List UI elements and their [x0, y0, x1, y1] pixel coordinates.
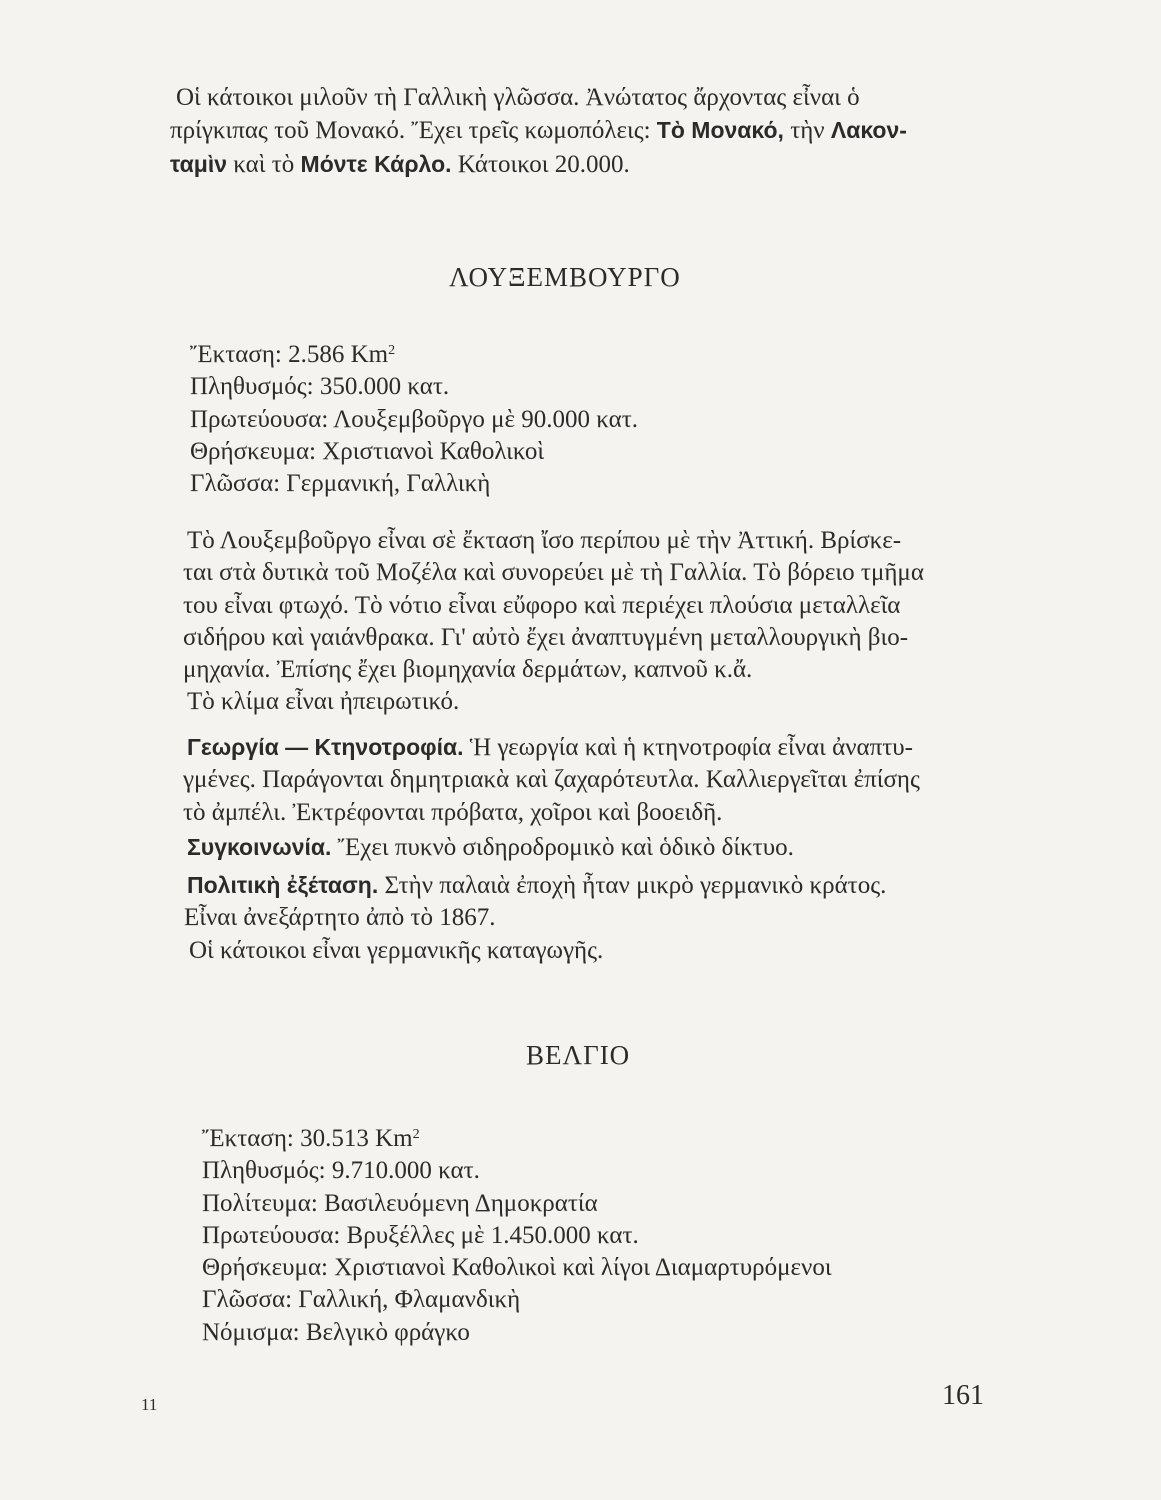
- luxembourg-area: Ἔκταση: 2.586 Km$^2$: [190, 341, 396, 368]
- description-line: μηχανία. Ἐπίσης ἔχει βιομηχανία δερμάτων, καπνοῦ κ.ἄ.: [183, 656, 753, 684]
- belgium-facts: [202, 1123, 832, 1349]
- belgium-population: Πληθυσμός: 9.710.000 κατ.: [202, 1157, 480, 1185]
- belgium-capital: Πρωτεύουσα: Βρυξέλλες μὲ 1.450.000 κατ.: [202, 1221, 639, 1249]
- belgium-government: Πολίτευμα: Βασιλευόμενη Δημοκρατία: [202, 1189, 598, 1217]
- agriculture-label: Γεωργία — Κτηνοτροφία.: [187, 734, 464, 760]
- belgium-heading: ΒΕΛΓΙΟ: [526, 1040, 631, 1070]
- page-number: 161: [942, 1380, 984, 1411]
- luxembourg-capital: Πρωτεύουσα: Λουξεμβοῦργο μὲ 90.000 κατ.: [190, 405, 639, 433]
- communication-section: Συγκοινωνία. Ἔχει πυκνὸ σιδηροδρομικὸ καὶ ὁδικὸ δίκτυο.: [187, 834, 794, 861]
- signature-mark: 11: [141, 1395, 158, 1414]
- belgium-language: Γλῶσσα: Γαλλική, Φλαμανδικὴ: [202, 1286, 521, 1314]
- description-line: ται στὰ δυτικὰ τοῦ Μοζέλα καὶ συνορεύει μὲ τὴ Γαλλία. Τὸ βόρειο τμῆμα: [183, 559, 924, 587]
- luxembourg-language: Γλῶσσα: Γερμανική, Γαλλικὴ: [190, 470, 491, 498]
- climate-line: Τὸ κλίμα εἶναι ἠπειρωτικό.: [187, 688, 460, 716]
- monaco-line-1: Οἱ κάτοικοι μιλοῦν τὴ Γαλλικὴ γλῶσσα. Ἀνώτατος ἄρχοντας εἶναι ὁ: [176, 84, 860, 111]
- luxembourg-heading: ΛΟΥΞΕΜΒΟΥΡΓΟ: [449, 262, 681, 292]
- luxembourg-facts: [190, 339, 638, 500]
- politics-section: Πολιτικὴ ἐξέταση. Στὴν παλαιὰ ἐποχὴ ἦταν μικρὸ γερμανικὸ κράτος. Εἶναι ἀνεξάρτητο ἀπὸ τὸ 1867. Οἱ κάτοικοι εἶναι γερμανικῆς καταγωγῆς.: [184, 872, 887, 964]
- luxembourg-religion: Θρήσκευμα: Χριστιανοὶ Καθολικοὶ: [190, 437, 545, 465]
- luxembourg-description: [183, 525, 924, 719]
- politics-label: Πολιτικὴ ἐξέταση.: [187, 872, 379, 898]
- agriculture-section: Γεωργία — Κτηνοτροφία. Ἡ γεωργία καὶ ἡ κτηνοτροφία εἶναι ἀναπτυ- γμένες. Παράγονται δημητριακὰ καὶ ζαχαρότευτλα. Καλλιεργεῖται ἐπίσης τὸ ἀμπέλι. Ἐκτρέφονται πρόβατα, χοῖροι καὶ βοοειδῆ.: [183, 734, 920, 826]
- monaco-line-2: πρίγκιπας τοῦ Μονακό. Ἔχει τρεῖς κωμοπόλεις: Τὸ Μονακό, τὴν Λακον-: [170, 117, 907, 145]
- belgium-currency: Νόμισμα: Βελγικὸ φράγκο: [202, 1318, 470, 1346]
- description-line: του εἶναι φτωχό. Τὸ νότιο εἶναι εὔφορο καὶ περιέχει πλούσια μεταλλεῖα: [183, 591, 901, 619]
- luxembourg-population: Πληθυσμός: 350.000 κατ.: [190, 373, 450, 401]
- monaco-paragraph: [170, 82, 907, 181]
- belgium-religion: Θρήσκευμα: Χριστιανοὶ Καθολικοὶ καὶ λίγοι Διαμαρτυρόμενοι: [202, 1254, 832, 1282]
- description-line: σιδήρου καὶ γαιάνθρακα. Γι' αὐτὸ ἔχει ἀναπτυγμένη μεταλλουργικὴ βιο-: [183, 623, 909, 651]
- communication-label: Συγκοινωνία.: [187, 834, 332, 860]
- description-line: Τὸ Λουξεμβοῦργο εἶναι σὲ ἔκταση ἴσο περίπου μὲ τὴν Ἀττική. Βρίσκε-: [187, 527, 902, 554]
- belgium-area: Ἔκταση: 30.513 Km$^2$: [202, 1125, 420, 1152]
- monaco-line-3: ταμὶν καὶ τὸ Μόντε Κάρλο. Κάτοικοι 20.000.: [170, 150, 630, 178]
